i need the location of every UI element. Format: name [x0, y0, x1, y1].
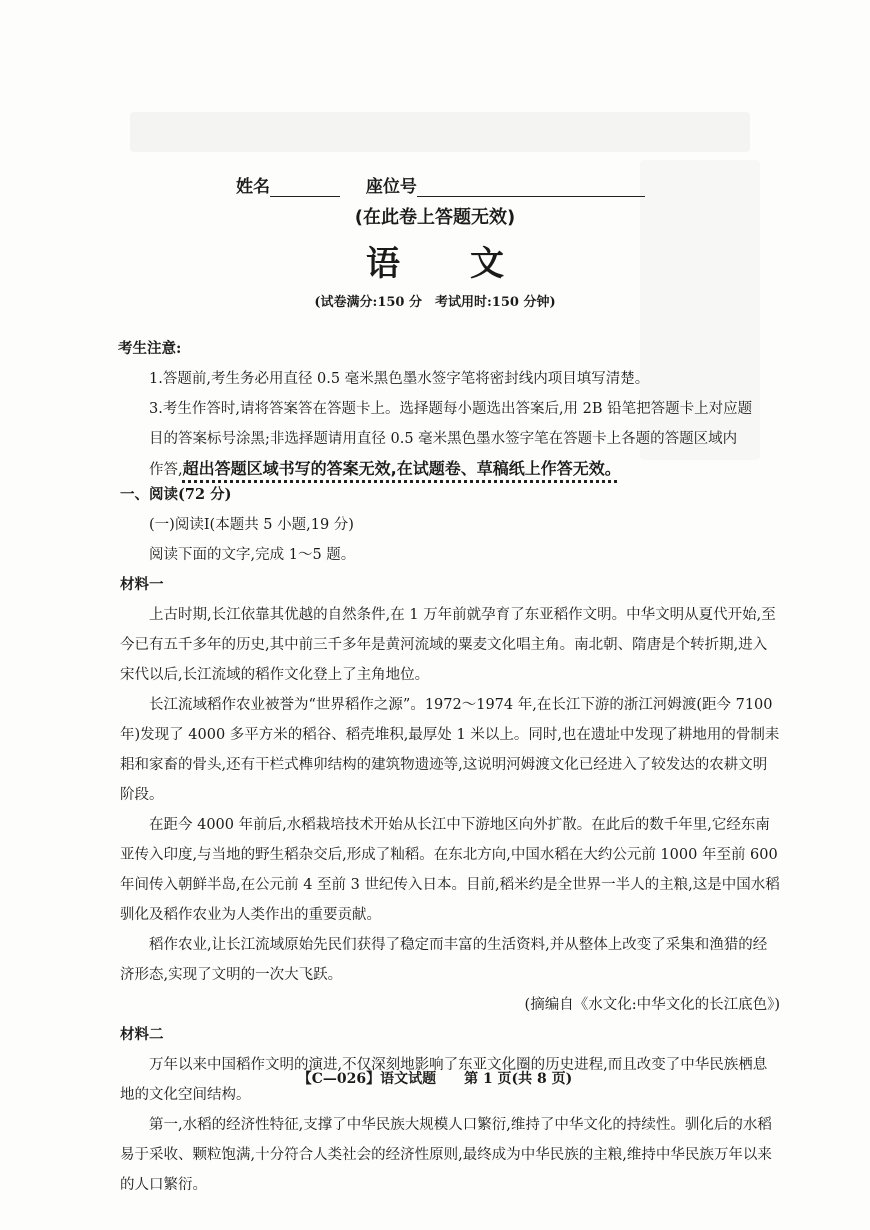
no-answer-notice: (在此卷上答题无效): [354, 207, 516, 228]
instruction-item-3-prefix: 作答,: [149, 462, 183, 478]
material1-paragraph: 上古时期,长江依靠其优越的自然条件,在 1 万年前就孕育了东亚稻作文明。中华文明从夏代开始,至今已有五千多年的历史,其中前三千多年是黄河流域的粟麦文化唱主角。南北朝、隋唐是个转折期,进入宋代以后,长江流域的稻作文化登上了主角地位。: [120, 607, 776, 683]
candidate-info-line: [236, 172, 645, 197]
instruction-item-3: 目的答案标号涂黑;非选择题请用直径 0.5 毫米黑色墨水签字笔在答题卡上各题的答题区域内: [149, 431, 738, 447]
instruction-item-1: 1.答题前,考生务必用直径 0.5 毫米黑色墨水签字笔将密封线内项目填写清楚。: [149, 371, 650, 387]
material1-title: 材料一: [120, 576, 164, 593]
instruction-item-3: 3.考生作答时,请将答案答在答题卡上。选择题每小题选出答案后,用 2B 铅笔把答题卡上对应题: [149, 401, 753, 417]
material1-paragraph: 在距今 4000 年前后,水稻栽培技术开始从长江中下游地区向外扩散。在此后的数千年里,它经东南亚传入印度,与当地的野生稻杂交后,形成了籼稻。在东北方向,中国水稻在大约公元前 1000 年至前 600 年间传入朝鲜半岛,在公元前 4 至前 3 世纪传入日本。目前,稻米约是全世界一半人的主粮,这是中国水稻驯化及稻作农业为人类作出的重要贡献。: [120, 817, 780, 923]
material2-title: 材料二: [120, 1026, 164, 1043]
instructions-title: 考生注意:: [118, 340, 182, 357]
section-instruction: 阅读下面的文字,完成 1～5 题。: [149, 547, 356, 563]
material2-paragraph: 第一,水稻的经济性特征,支撑了中华民族大规模人口繁衍,维持了中华文化的持续性。驯化后的水稻易于采收、颗粒饱满,十分符合人类社会的经济性原则,最终成为中华民族的主粮,维持中华民族万年以来的人口繁衍。: [120, 1117, 772, 1193]
name-label: 姓名: [236, 177, 270, 197]
material1-paragraph: 稻作农业,让长江流域原始先民们获得了稳定而丰富的生活资料,并从整体上改变了采集和渔猎的经济形态,实现了文明的一次大飞跃。: [120, 937, 768, 983]
reading-section: [120, 480, 780, 1200]
name-blank: [270, 180, 340, 197]
instruction-emphasis: 超出答题区域书写的答案无效,在试题卷、草稿纸上作答无效。: [182, 459, 621, 478]
seat-label: 座位号: [365, 177, 417, 197]
material1-paragraph: 长江流域稻作农业被誉为“世界稻作之源”。1972～1974 年,在长江下游的浙江河姆渡(距今 7100 年)发现了 4000 多平方米的稻谷、稻壳堆积,最厚处 1 米以上。同时,也在遗址中发现了耕地用的骨制耒耜和家畜的骨头,还有干栏式榫卯结构的建筑物遗迹等,这说明河姆渡文化已经进入了较发达的农耕文明阶段。: [120, 697, 780, 803]
section-subtitle: (一)阅读Ⅰ(本题共 5 小题,19 分): [149, 517, 354, 533]
material1-source: (摘编自《水文化:中华文化的长江底色》): [524, 997, 780, 1013]
section-title: 一、阅读(72 分): [120, 486, 232, 503]
score-info: (试卷满分:150 分 考试用时:150 分钟): [314, 295, 556, 310]
instructions: [120, 334, 780, 485]
seat-blank: [417, 180, 645, 197]
scan-smudge: [130, 112, 750, 152]
subject-title: 语文: [366, 244, 574, 284]
page-footer: 【C—026】语文试题 第 1 页(共 8 页): [297, 1071, 573, 1087]
material2-paragraph: 万年以来中国稻作文明的演进,不仅深刻地影响了东亚文化圈的历史进程,而且改变了中华民族栖息地的文化空间结构。: [120, 1057, 768, 1103]
